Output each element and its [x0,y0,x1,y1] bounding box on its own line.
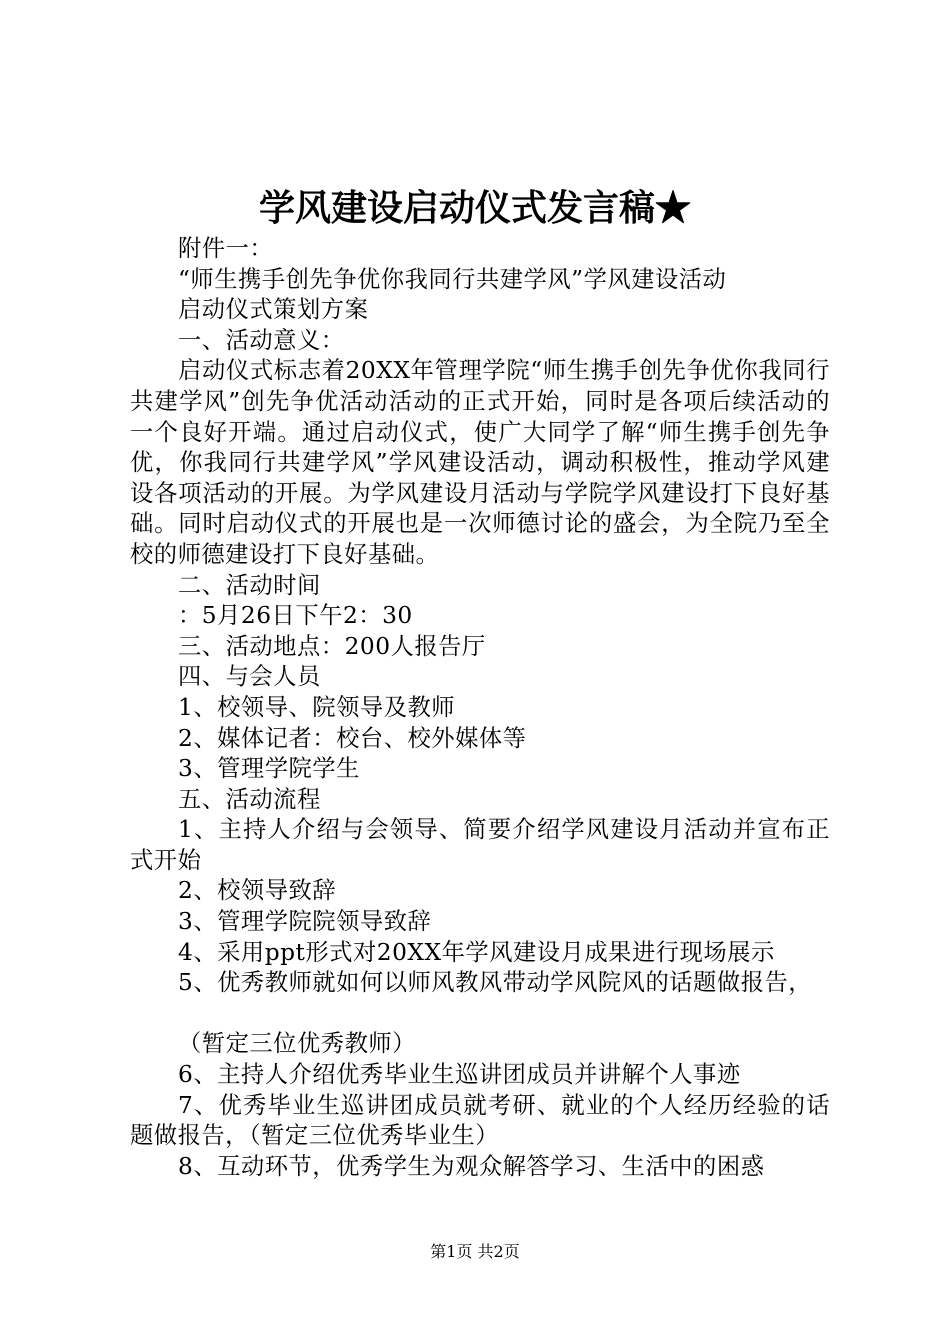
list-item-note: （暂定三位优秀教师） [178,1030,416,1058]
paragraph-activity-name: “师生携手创先争优你我同行共建学风”学风建设活动 [178,265,727,293]
heading-significance: 一、活动意义： [178,326,345,354]
list-item: 3、管理学院学生 [178,755,360,783]
document-body [130,234,830,1182]
heading-attendees: 四、与会人员 [178,663,321,691]
list-item: 2、校领导致辞 [178,877,337,905]
list-item: 4、采用ppt形式对20XX年学风建设月成果进行现场展示 [178,938,775,966]
list-item: 6、主持人介绍优秀毕业生巡讲团成员并讲解个人事迹 [178,1061,741,1089]
list-item: 1、主持人介绍与会领导、简要介绍学风建设月活动并宣布正式开始 [130,816,830,874]
heading-time: 二、活动时间 [178,571,321,599]
list-item: 1、校领导、院领导及教师 [178,693,456,721]
page-number: 第1页 共2页 [430,1242,520,1261]
document-title: 学风建设启动仪式发言稿★ [258,187,691,229]
list-item: 2、媒体记者：校台、校外媒体等 [178,724,527,752]
list-item: 3、管理学院院领导致辞 [178,908,432,936]
list-item: 8、互动环节，优秀学生为观众解答学习、生活中的困惑 [178,1152,765,1180]
paragraph-attachment: 附件一： [178,235,274,262]
list-item: 5、优秀教师就如何以师风教风带动学风院风的话题做报告， [178,969,813,997]
paragraph-time: ：5月26日下午2：30 [178,602,413,630]
heading-process: 五、活动流程 [178,785,321,813]
heading-location: 三、活动地点：200人报告厅 [178,632,486,660]
list-item: 7、优秀毕业生巡讲团成员就考研、就业的个人经历经验的话题做报告，（暂定三位优秀毕业生） [130,1091,830,1150]
paragraph-significance: 启动仪式标志着20XX年管理学院“师生携手创先争优你我同行共建学风”创先争优活动活动的正式开始，同时是各项后续活动的一个良好开端。通过启动仪式，使广大同学了解“师生携手创先争优，你我同行共建学风”学风建设活动，调动积极性，推动学风建设各项活动的开展。为学风建设月活动与学院学风建设打下良好基础。同时启动仪式的开展也是一次师德讨论的盛会，为全院乃至全校的师德建设打下良好基础。 [130,357,830,568]
paragraph-plan-title: 启动仪式策划方案 [178,296,369,324]
